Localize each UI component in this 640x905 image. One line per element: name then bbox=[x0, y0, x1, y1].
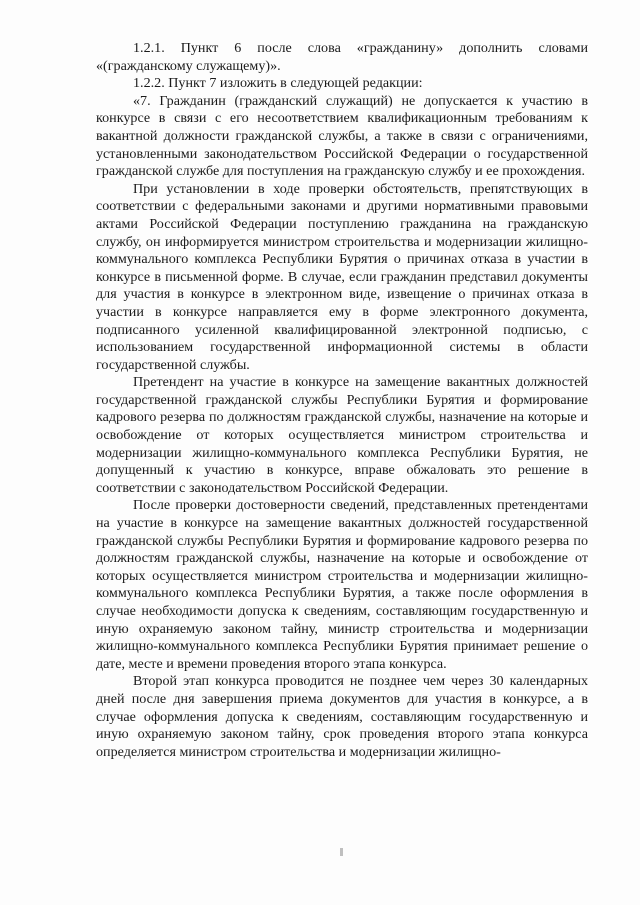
paragraph-refusal-notice: При установлении в ходе проверки обстоятельств, препятствующих в соответствии с федеральными законами и другими нормативными правовыми актами Российской Федерации поступлению гражданина на гражданскую службу, он информируется министром строительства и модернизации жилищно-коммунального комплекса Республики Бурятия о причинах отказа в участии в конкурсе в письменной форме. В случае, если гражданин представил документы для участия в конкурсе в электронном виде, извещение о причинах отказа в участии в конкурсе направляется ему в форме электронного документа, подписанного усиленной квалифицированной электронной подписью, с использованием государственной информационной системы в области государственной службы. bbox=[96, 180, 588, 373]
paragraph-appeal-right: Претендент на участие в конкурсе на замещение вакантных должностей государственной гражданской службы Республики Бурятия и формирование кадрового резерва по должностям гражданской службы, назначение на которые и освобождение от которых осуществляется министром строительства и модернизации жилищно-коммунального комплекса Республики Бурятия, не допущенный к участию в конкурсе, вправе обжаловать это решение в соответствии с законодательством Российской Федерации. bbox=[96, 374, 588, 496]
paragraph-1-2-2: 1.2.2. Пункт 7 изложить в следующей редакции: bbox=[133, 75, 423, 92]
document-body bbox=[96, 40, 588, 761]
paragraph-second-stage-timing: Второй этап конкурса проводится не позднее чем через 30 календарных дней после дня завершения приема документов для участия в конкурсе, а в случае оформления допуска к сведениям, составляющим государственную и иную охраняемую законом тайну, срок проведения второго этапа конкурса определяется министром строительства и модернизации жилищно- bbox=[96, 673, 588, 760]
paragraph-1-2-1: 1.2.1. Пункт 6 после слова «гражданину» дополнить словами «(гражданскому служащему)». bbox=[96, 40, 588, 74]
scan-mark bbox=[340, 848, 343, 856]
paragraph-point-7: «7. Гражданин (гражданский служащий) не допускается к участию в конкурсе в связи с его несоответствием квалификационным требованиям к вакантной должности гражданской службы, а также в связи с ограничениями, установленными законодательством Российской Федерации о государственной гражданской службе для поступления на гражданскую службу и ее прохождения. bbox=[96, 92, 588, 180]
paragraph-second-stage-decision: После проверки достоверности сведений, представленных претендентами на участие в конкурсе на замещение вакантных должностей государственной гражданской службы Республики Бурятия и формирование кадрового резерва по должностям гражданской службы, назначение на которые и освобождение от которых осуществляется министром строительства и модернизации жилищно-коммунального комплекса Республики Бурятия, а также после оформления в случае необходимости допуска к сведениям, составляющим государственную и иную охраняемую законом тайну, министр строительства и модернизации жилищно-коммунального комплекса Республики Бурятия принимает решение о дате, месте и времени проведения второго этапа конкурса. bbox=[96, 497, 588, 672]
